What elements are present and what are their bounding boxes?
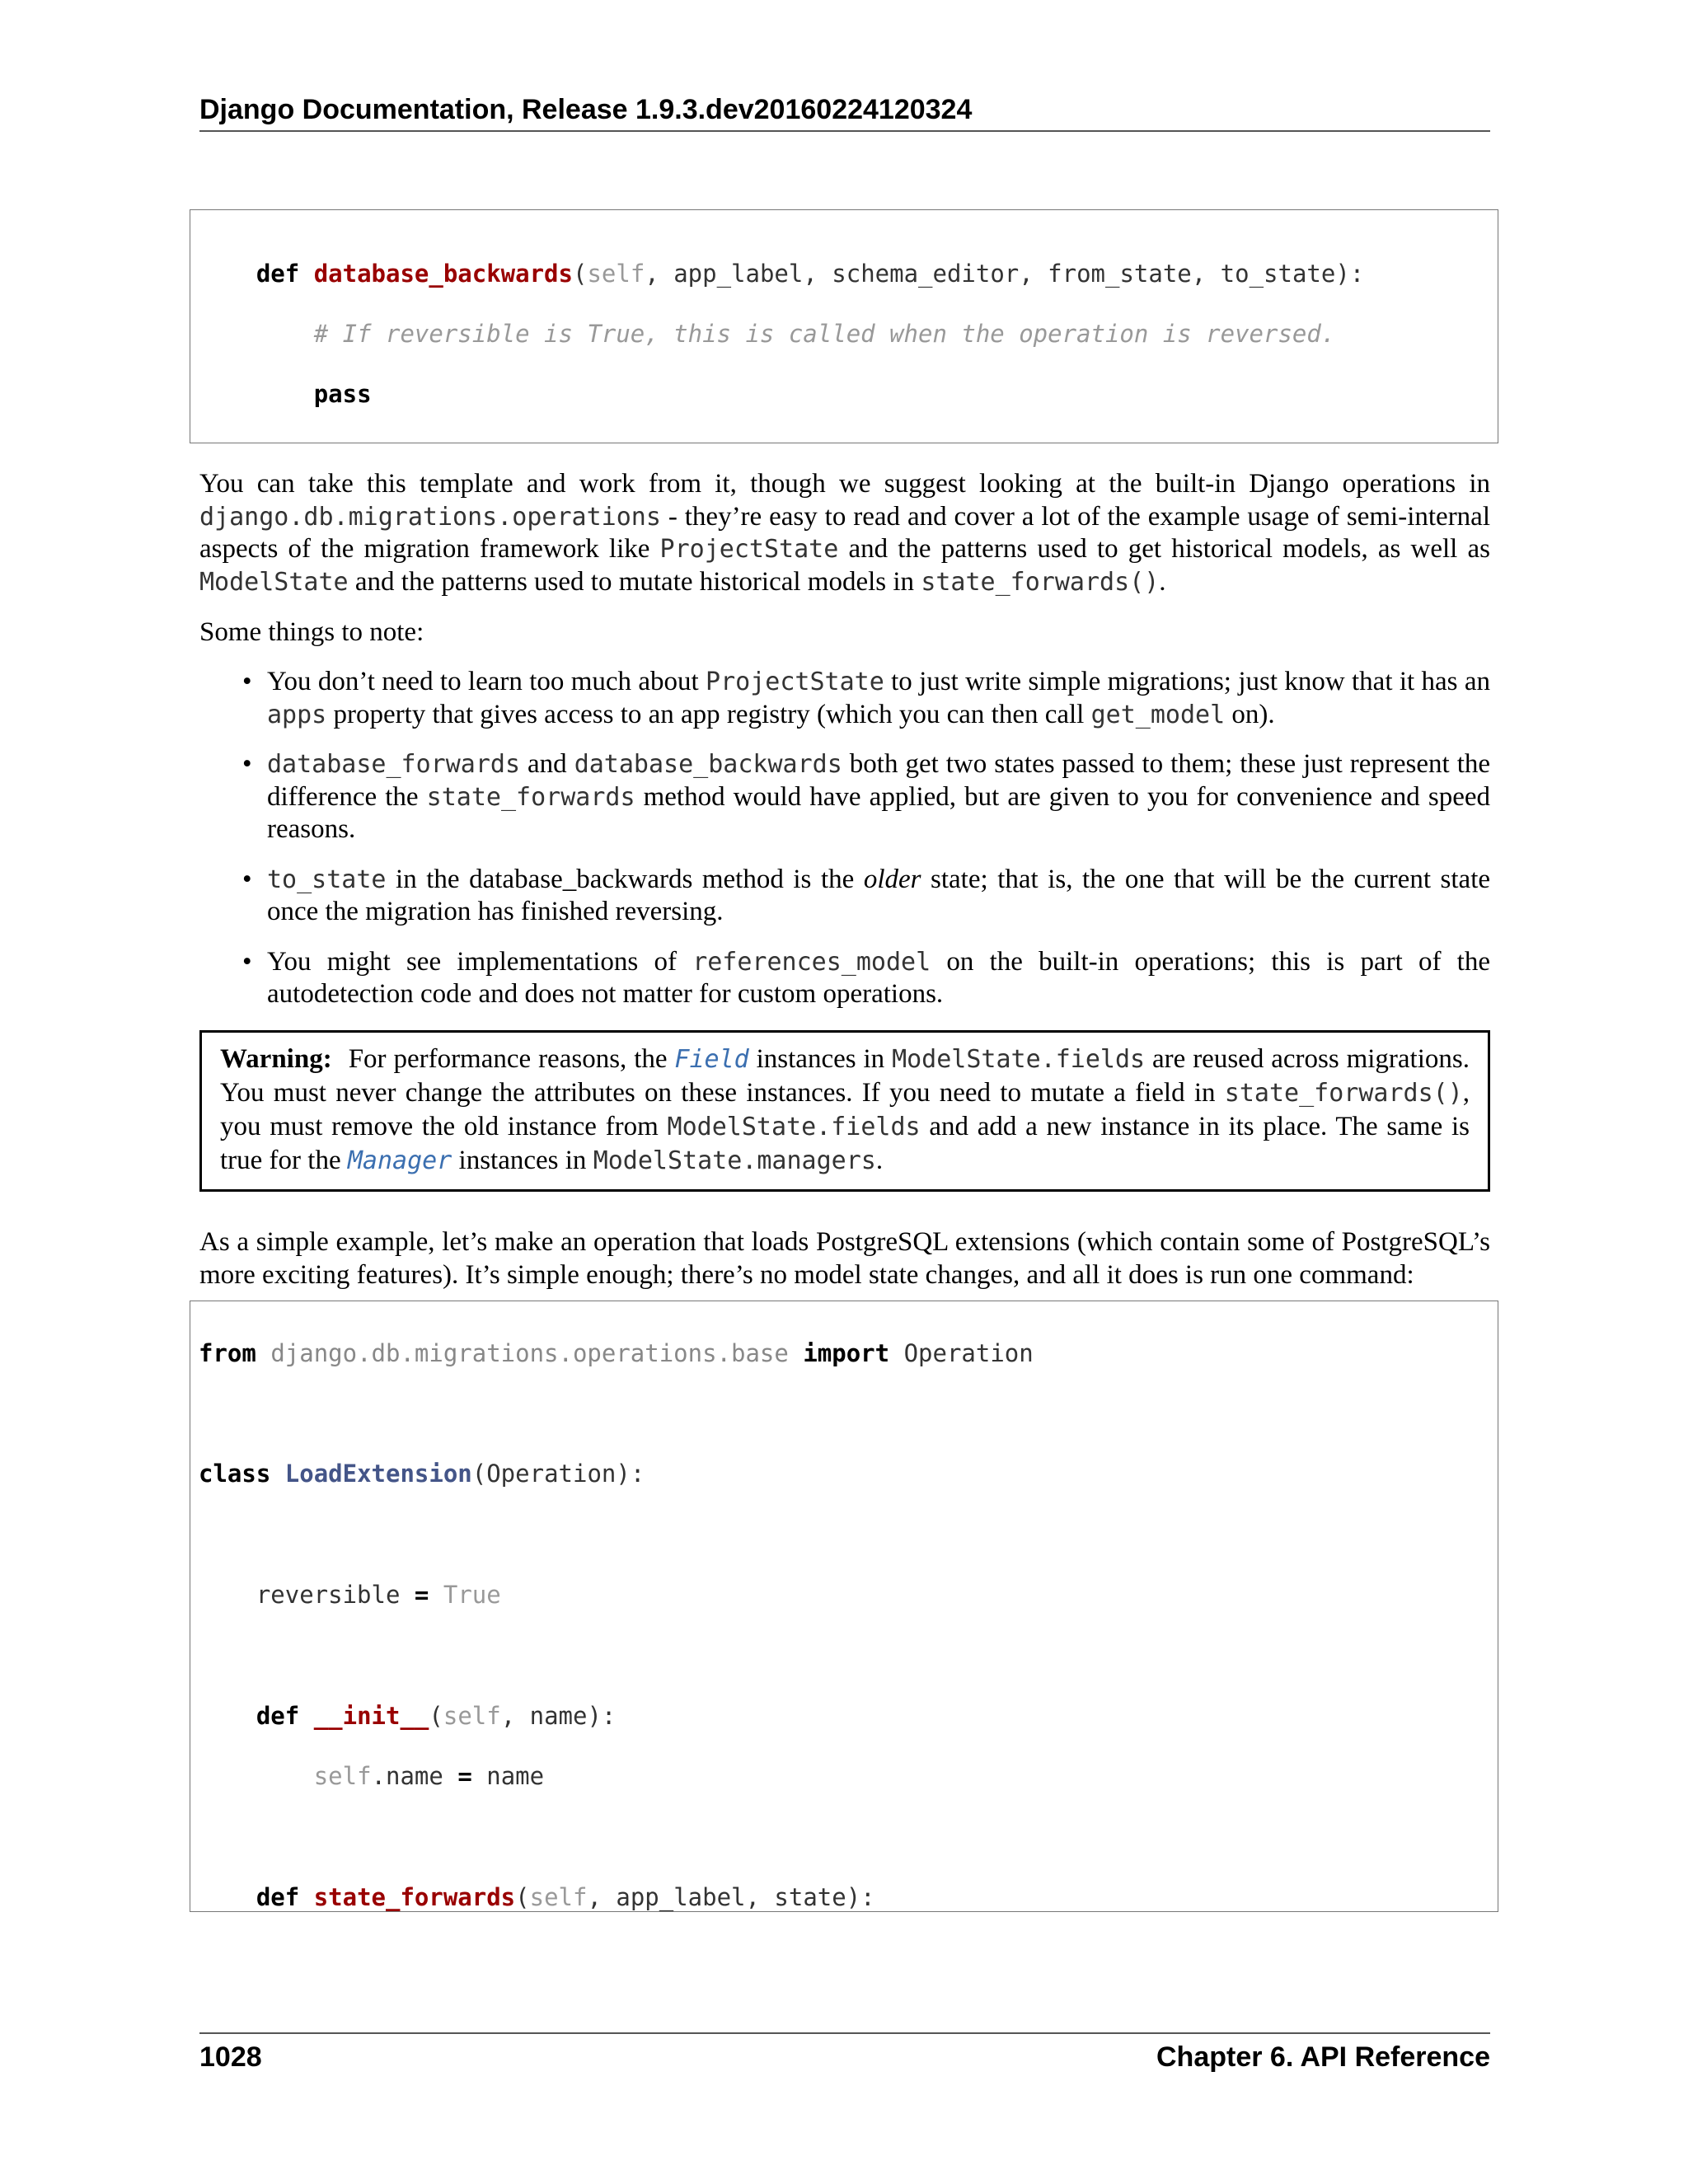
code-line	[199, 1399, 1498, 1429]
warning-admonition: Warning: For performance reasons, the Field instances in ModelState.fields are reused across migrations. You must never change the attributes on these instances. If you need to mutate a field in state_forwards(), you must remove the old instance from ModelState.fields and add a new instance in its place. The same is true for the Manager instances in ModelState.managers.	[199, 1030, 1490, 1192]
list-item: • database_forwards and database_backwards both get two states passed to them; these just represent the difference the state_forwards method would have applied, but are given to you for convenience and speed reasons.	[242, 749, 1491, 844]
footer-rule	[199, 2032, 1490, 2034]
code-line: def state_forwards(self, app_label, state):	[256, 1883, 875, 1912]
code-block-describe	[190, 209, 1498, 443]
code-line: reversible = True	[256, 1581, 501, 1610]
manager-link[interactable]: Manager	[347, 1146, 452, 1175]
chapter-title: Chapter 6. API Reference	[1156, 2041, 1490, 2073]
paragraph-template-advice: You can take this template and work from it, though we suggest looking at the built-in Django operations in django.db.migrations.operations - they’re easy to read and cover a lot of the example usage of semi-internal aspects of the migration framework like ProjectState and the patterns used to get historical models, as well as ModelState and the patterns used to mutate historical models in state_forwards().	[199, 469, 1490, 597]
paragraph-things-to-note: Some things to note:	[199, 617, 424, 647]
paragraph-simple-example: As a simple example, let’s make an operation that loads PostgreSQL extensions (which contain some of PostgreSQL’s more exciting features). It’s simple enough; there’s no model state changes, and all it does is run one command:	[199, 1227, 1490, 1290]
code-line: def database_backwards(self, app_label, schema_editor, from_state, to_state):	[256, 259, 1365, 288]
code-line: from django.db.migrations.operations.base import Operation	[199, 1338, 1034, 1367]
code-line	[199, 440, 1498, 443]
notes-list	[199, 666, 1490, 1029]
code-line	[199, 1822, 1498, 1853]
header-rule	[199, 130, 1490, 132]
list-item: • You might see implementations of references_model on the built-in operations; this is part of the autodetection code and does not matter for custom operations.	[242, 946, 1490, 1009]
list-item: • You don’t need to learn too much about ProjectState to just write simple migrations; just know that it has an apps property that gives access to an app registry (which you can then call get_model on).	[242, 667, 1490, 729]
code-line	[199, 1641, 1498, 1671]
field-link[interactable]: Field	[674, 1045, 749, 1074]
code-line: self.name = name	[313, 1762, 545, 1791]
code-line: # If reversible is True, this is called when the operation is reversed.	[313, 320, 1336, 349]
page-number: 1028	[199, 2041, 262, 2073]
list-item: • to_state in the database_backwards method is the older state; that is, the one that will be the current state once the migration has finished reversing.	[242, 864, 1491, 926]
code-line	[199, 1520, 1498, 1550]
warning-label: Warning:	[220, 1044, 332, 1074]
code-line: class LoadExtension(Operation):	[199, 1460, 645, 1488]
code-line: def __init__(self, name):	[256, 1702, 617, 1731]
code-line: pass	[313, 380, 372, 409]
running-header: Django Documentation, Release 1.9.3.dev20160224120324	[199, 94, 973, 125]
code-block-load-extension	[190, 1301, 1498, 1912]
